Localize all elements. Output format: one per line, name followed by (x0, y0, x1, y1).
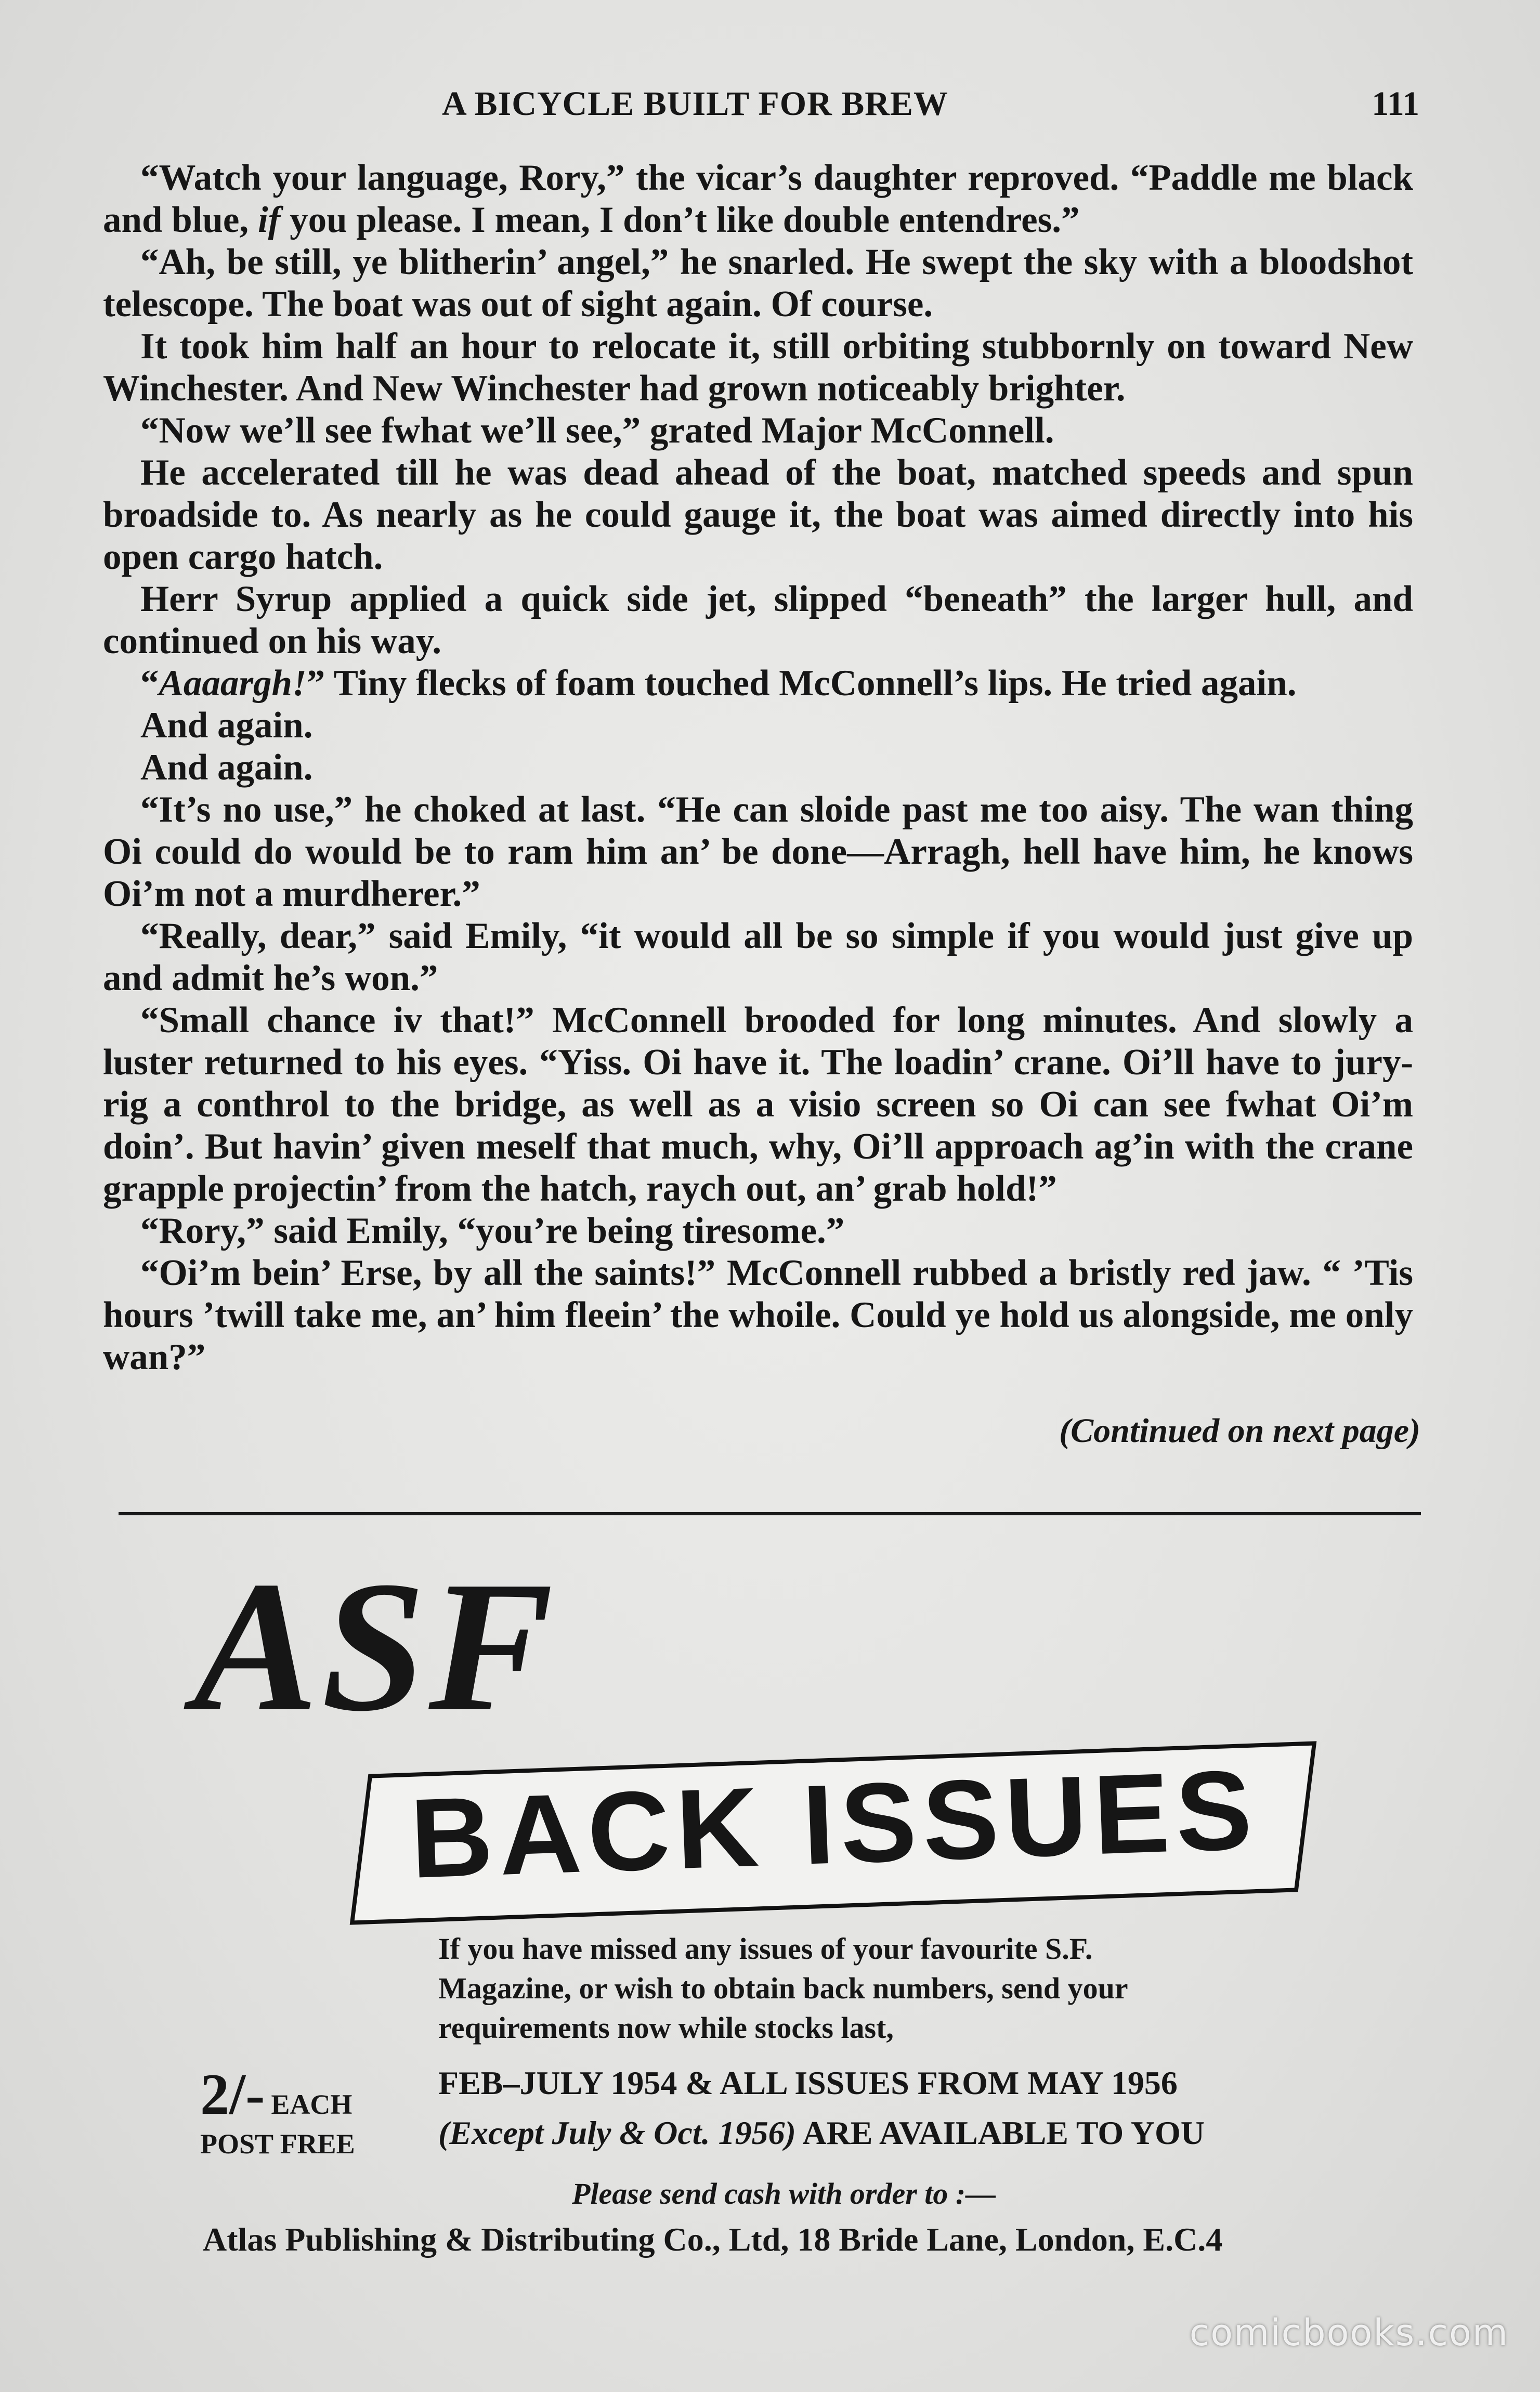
story-paragraph: And again. (140, 705, 313, 746)
price-block (200, 2062, 377, 2162)
page-header (442, 84, 1419, 131)
back-issues-label: BACK ISSUES (408, 1747, 1260, 1902)
story-paragraph: “Oi’m bein’ Erse, by all the saints!” McConnell rubbed a bristly red jaw. “ ’Tis hours ’twill take me, an’ him fleein’ the whoile. Could ye hold us alongside, me only wan?” (103, 1253, 1413, 1377)
story-paragraph: And again. (140, 747, 313, 788)
story-paragraph: “Aaaargh!” Tiny flecks of foam touched McConnell’s lips. He tried again. (140, 663, 1297, 704)
story-paragraph: “Now we’ll see fwhat we’ll see,” grated Major McConnell. (140, 410, 1054, 451)
price-post-free: POST FREE (200, 2128, 355, 2160)
story-paragraph: “Really, dear,” said Emily, “it would all be so simple if you would just give up and admit he’s won.” (103, 916, 1413, 998)
story-paragraph: He accelerated till he was dead ahead of the boat, matched speeds and spun broadside to. As nearly as he could gauge it, the boat was aimed directly into his open cargo hatch. (103, 452, 1413, 577)
section-divider (119, 1512, 1421, 1515)
availability-line (438, 2108, 1322, 2158)
story-paragraph: “It’s no use,” he choked at last. “He can sloide past me too aisy. The wan thing Oi could do would be to ram him an’ be done—Arragh, hell have him, he knows Oi’m not a murdherer.” (103, 789, 1413, 914)
emphasis-text: Aaaargh! (159, 663, 307, 704)
page-number: 111 (1372, 85, 1419, 123)
price-value: 2/- (200, 2062, 265, 2127)
advert-intro-line: requirements now while stocks last, (438, 2011, 894, 2045)
story-paragraph: “Rory,” said Emily, “you’re being tiresome.” (140, 1211, 845, 1251)
story-paragraph: “Ah, be still, ye blitherin’ angel,” he snarled. He swept the sky with a bloodshot telescope. The boat was out of sight again. Of course. (103, 242, 1413, 324)
advert-title: ASF (193, 1542, 557, 1750)
advert-intro-line: If you have missed any issues of your favourite S.F. (438, 1932, 1093, 1966)
story-paragraph: “Watch your language, Rory,” the vicar’s daughter reproved. “Paddle me black and blue, if you please. I mean, I don’t like double entendres.” (103, 158, 1413, 240)
back-issues-banner (350, 1741, 1317, 1925)
availability-rest: ARE AVAILABLE TO YOU (802, 2114, 1205, 2151)
price-each: EACH (271, 2089, 353, 2120)
availability-line: FEB–JULY 1954 & ALL ISSUES FROM MAY 1956 (438, 2064, 1178, 2101)
site-watermark: comicbooks.com (1189, 2311, 1509, 2354)
publisher-address: Atlas Publishing & Distributing Co., Ltd, 18 Bride Lane, London, E.C.4 (203, 2221, 1223, 2258)
advert-intro-line: Magazine, or wish to obtain back numbers, send your (438, 1971, 1128, 2005)
continued-note: (Continued on next page) (1059, 1412, 1420, 1450)
story-paragraph: “Small chance iv that!” McConnell brooded for long minutes. And slowly a luster returned to his eyes. “Yiss. Oi have it. The loadin’ crane. Oi’ll have to jury-rig a conthrol to the bridge, as well as a visio screen so Oi can see fwhat Oi’m doin’. But havin’ given meself that much, why, Oi’ll approach ag’in with the crane grapple projectin’ from the hatch, raych out, an’ grab hold!” (103, 1000, 1413, 1209)
story-paragraph: It took him half an hour to relocate it, still orbiting stubbornly on toward New Winchester. And New Winchester had grown noticeably brighter. (103, 326, 1413, 409)
running-title: A BICYCLE BUILT FOR BREW (442, 85, 948, 123)
story-text (103, 157, 1413, 1379)
availability-except: (Except July & Oct. 1956) (438, 2114, 796, 2151)
availability-text (438, 2058, 1322, 2158)
story-paragraph: Herr Syrup applied a quick side jet, slipped “beneath” the larger hull, and continued on his way. (103, 579, 1413, 661)
advert-intro (438, 1929, 1317, 2048)
emphasis-text: if (257, 200, 281, 240)
order-note: Please send cash with order to :— (572, 2177, 996, 2211)
